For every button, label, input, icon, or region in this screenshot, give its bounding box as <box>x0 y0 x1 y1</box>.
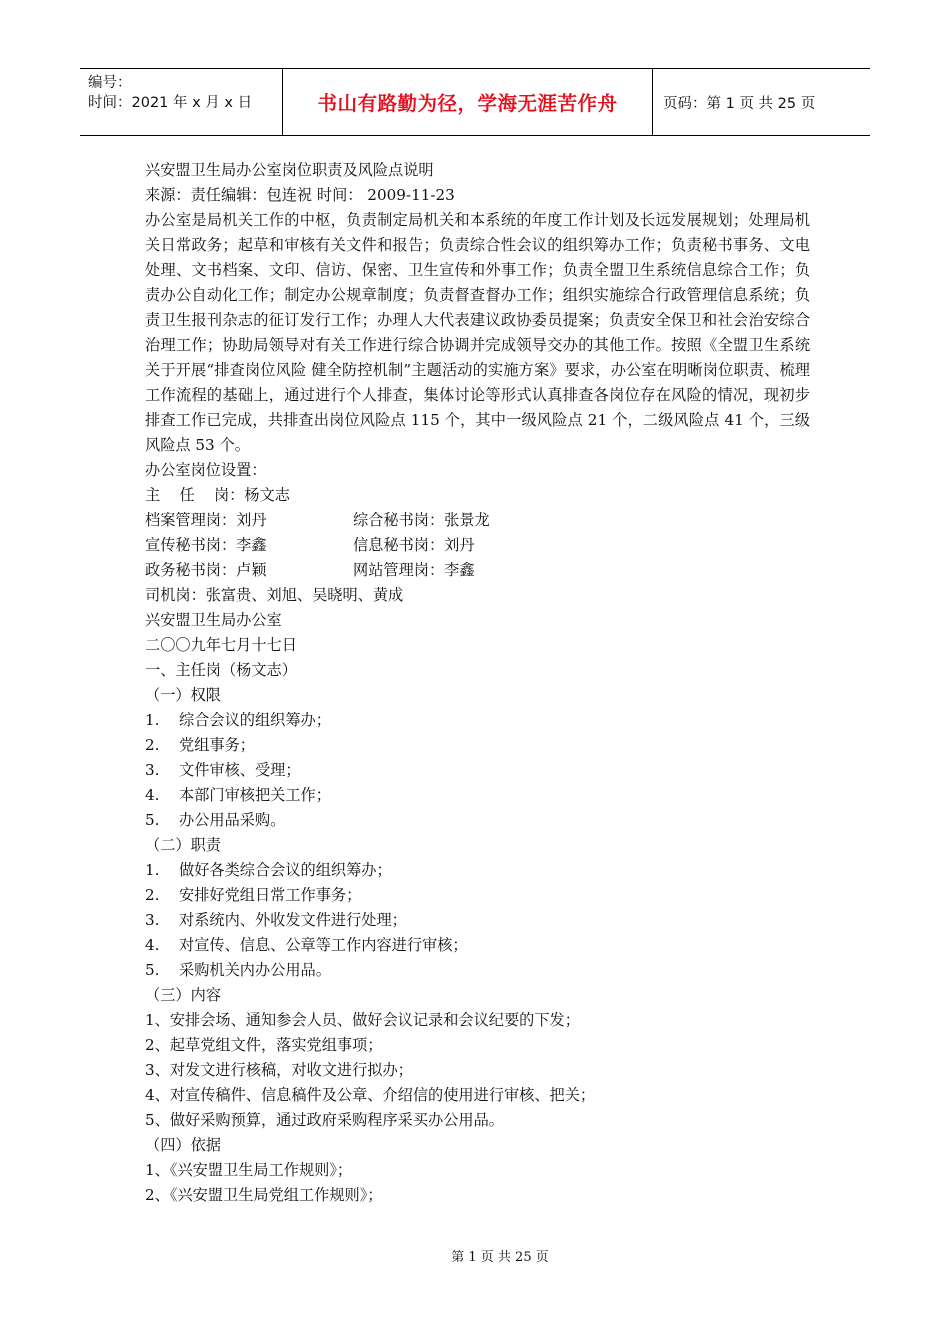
source-line: 来源：责任编辑：包连祝 时间： 2009-11-23 <box>145 186 455 204</box>
list-item <box>145 758 810 783</box>
time-label: 时间：2021 年 x 月 x 日 <box>88 95 253 111</box>
header-page-info: 页码：第 1 页 共 25 页 <box>663 95 816 112</box>
page-header <box>80 68 870 136</box>
list-item <box>145 908 810 933</box>
header-meta <box>80 69 283 135</box>
list-item: 5、做好采购预算，通过政府采购程序采买办公用品。 <box>145 1111 504 1129</box>
list-number: 3. <box>145 761 160 779</box>
list-item: 3、对发文进行核稿，对收文进行拟办； <box>145 1061 413 1079</box>
list-number: 5. <box>145 961 160 979</box>
list-text: 对宣传、信息、公章等工作内容进行审核； <box>179 936 468 954</box>
staff-entry: 信息秘书岗：刘丹 <box>353 536 475 554</box>
list-text: 做好各类综合会议的组织筹办； <box>179 861 392 879</box>
list-text: 办公用品采购。 <box>179 811 286 829</box>
list-item: 4、对宣传稿件、信息稿件及公章、介绍信的使用进行审核、把关； <box>145 1086 596 1104</box>
list-item: 1、《兴安盟卫生局工作规则》； <box>145 1161 353 1179</box>
list-item <box>145 783 810 808</box>
staff-entry: 政务秘书岗：卢颖 <box>145 561 267 579</box>
authority-heading: （一）权限 <box>145 686 221 704</box>
list-number: 2. <box>145 886 160 904</box>
basis-heading: （四）依据 <box>145 1136 221 1154</box>
list-item: 1、安排会场、通知参会人员、做好会议记录和会议纪要的下发； <box>145 1011 580 1029</box>
list-text: 党组事务； <box>179 736 255 754</box>
intro-paragraph: 办公室是局机关工作的中枢，负责制定局机关和本系统的年度工作计划及长远发展规划；处理局机关日常政务；起草和审核有关文件和报告；负责综合性会议的组织筹办工作；负责秘书事务、文电处理、文书档案、文印、信访、保密、卫生宣传和外事工作；负责全盟卫生系统信息综合工作；负责办公自动化工作；制定办公规章制度；负责督查督办工作；组织实施综合行政管理信息系统；负责卫生报刊杂志的征订发行工作；办理人大代表建议政协委员提案；负责安全保卫和社会治安综合治理工作；协助局领导对有关工作进行综合协调并完成领导交办的其他工作。按照《全盟卫生系统关于开展“排查岗位风险 健全防控机制”主题活动的实施方案》要求，办公室在明晰岗位职责、梳理工作流程的基础上，通过进行个人排查，集体讨论等形式认真排查各岗位存在风险的情况，现初步排查工作已完成，共排查出岗位风险点 115 个，其中一级风险点 21 个，二级风险点 41 个，三级风险点 53 个。 <box>145 211 810 454</box>
list-text: 安排好党组日常工作事务； <box>179 886 362 904</box>
list-text: 文件审核、受理； <box>179 761 301 779</box>
number-label: 编号： <box>88 75 132 91</box>
page-footer: 第 1 页 共 25 页 <box>451 1250 549 1265</box>
list-number: 3. <box>145 911 160 929</box>
director-line: 主 任 岗：杨文志 <box>145 486 290 504</box>
document-body <box>145 158 810 1208</box>
list-item: 2、起草党组文件，落实党组事项； <box>145 1036 383 1054</box>
header-motto: 书山有路勤为径，学海无涯苦作舟 <box>283 69 653 135</box>
org-name: 兴安盟卫生局办公室 <box>145 611 282 629</box>
staff-row <box>145 533 810 558</box>
list-item <box>145 808 810 833</box>
staff-row <box>145 558 810 583</box>
list-text: 综合会议的组织筹办； <box>179 711 331 729</box>
staff-entry: 网站管理岗：李鑫 <box>353 561 475 579</box>
drivers-line: 司机岗：张富贵、刘旭、吴晓明、黄成 <box>145 586 404 604</box>
list-number: 5. <box>145 811 160 829</box>
list-item <box>145 858 810 883</box>
list-number: 4. <box>145 786 160 804</box>
staff-entry: 档案管理岗：刘丹 <box>145 511 267 529</box>
list-item <box>145 708 810 733</box>
list-item <box>145 933 810 958</box>
staff-row <box>145 508 810 533</box>
section-heading: 一、主任岗（杨文志） <box>145 661 297 679</box>
doc-date: 二〇〇九年七月十七日 <box>145 636 297 654</box>
list-text: 采购机关内办公用品。 <box>179 961 331 979</box>
doc-title: 兴安盟卫生局办公室岗位职责及风险点说明 <box>145 161 434 179</box>
list-number: 1. <box>145 861 160 879</box>
content-heading: （三）内容 <box>145 986 221 1004</box>
staff-entry: 综合秘书岗：张景龙 <box>353 511 490 529</box>
list-number: 2. <box>145 736 160 754</box>
list-number: 4. <box>145 936 160 954</box>
list-text: 本部门审核把关工作； <box>179 786 331 804</box>
list-item: 2、《兴安盟卫生局党组工作规则》； <box>145 1186 383 1204</box>
list-item <box>145 883 810 908</box>
list-item <box>145 958 810 983</box>
staff-entry: 宣传秘书岗：李鑫 <box>145 536 267 554</box>
list-number: 1. <box>145 711 160 729</box>
positions-heading: 办公室岗位设置： <box>145 461 267 479</box>
duty-heading: （二）职责 <box>145 836 221 854</box>
list-text: 对系统内、外收发文件进行处理； <box>179 911 407 929</box>
list-item <box>145 733 810 758</box>
